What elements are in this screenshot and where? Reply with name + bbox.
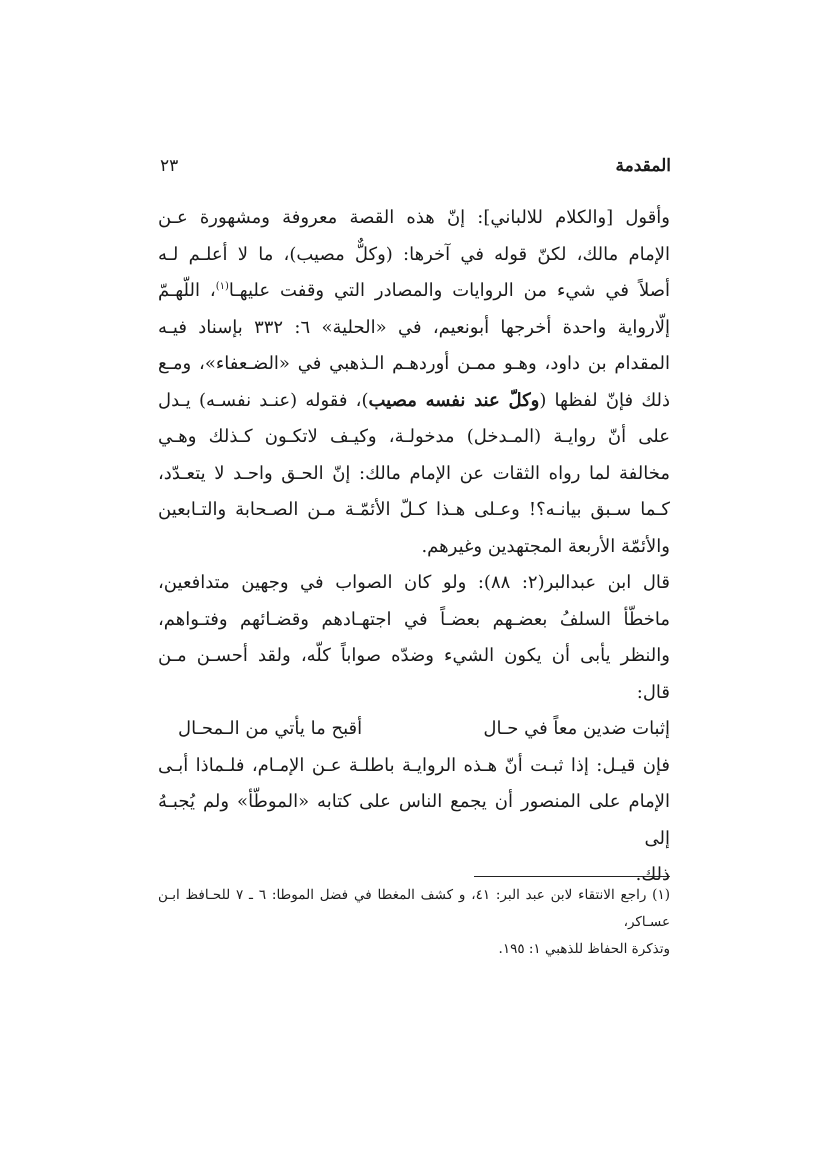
text-line: إلّارواية واحدة أخرجها أبونعيم، في «الحلية» ٦: ٣٣٢ بإسناد فيـه: [158, 316, 670, 338]
text-segment: ، اللّهـمّ: [158, 280, 216, 301]
text-segment: أصلاً في شيء من الروايات والمصادر التي وقفت عليهـا: [228, 280, 670, 301]
text-line: والنظر يأبى أن يكون الشيء وضدّه صواباً كلّه، ولقد أحسـن مـن: [158, 645, 670, 666]
text-line: ذلك.: [635, 864, 670, 885]
verse-first-hemistich: إثبات ضدين معاً في حـال: [483, 718, 670, 739]
text-line: فإن قيـل: إذا ثبـت أنّ هـذه الروايـة باطلـة عـن الإمـام، فلـماذا أبـى: [158, 754, 670, 776]
page-header: [160, 156, 671, 186]
text-line: المقدام بن داود، وهـو ممـن أوردهـم الـذهبي في «الضـعفاء»، ومـع: [158, 353, 670, 374]
footnote-separator: [474, 876, 670, 877]
text-segment: )، فقوله (عنـد نفسـه) يـدل: [158, 389, 369, 411]
text-line: قال ابن عبدالبر(٢: ٨٨): ولو كان الصواب في وجهين متدافعين،: [158, 572, 670, 593]
text-line: مخالفة لما رواه الثقات عن الإمام مالك: إنّ الحـق واحـد لا يتعـدّد،: [158, 462, 670, 484]
text-line: وأقول [والكلام للالباني]: إنّ هذه القصة معروفة ومشهورة عـن: [158, 207, 670, 228]
footnote-reference[interactable]: (١): [215, 281, 229, 292]
text-line: والأئمّة الأربعة المجتهدين وغيرهم.: [421, 535, 670, 557]
text-line: كـما سـبق بيانـه؟! وعـلى هـذا كـلّ الأئمّـة مـن الصـحابة والتـابعين: [158, 499, 670, 520]
paragraph-2: [158, 565, 670, 711]
paragraph-1: [158, 200, 670, 565]
text-line: [158, 383, 670, 420]
text-line: الإمام على المنصور أن يجمع الناس على كتابه «الموطّأ» ولم يُجبـهُ إلى: [158, 791, 670, 849]
text-line: قال:: [636, 681, 670, 703]
verse-second-hemistich: أقبح ما يأتي من الـمحـال: [178, 718, 363, 739]
main-text: [158, 200, 670, 894]
quoted-phrase: وكلّ عند نفسه مصيب: [368, 389, 540, 411]
footnote-line: (١) راجع الانتقاء لابن عبد البر: ٤١، و كشف المغطا في فضل الموطا: ٦ ـ ٧ للحـافظ ابـن عسـاكر،: [158, 887, 670, 930]
text-line: على أنّ روايـة (المـدخل) مدخولـة، وكيـف لاتكـون كـذلك وهـي: [158, 426, 670, 447]
paragraph-3: [158, 748, 670, 894]
footnote-line: وتذكرة الحفاظ للذهبي ١: ١٩٥.: [498, 941, 670, 957]
text-line: [158, 273, 670, 310]
poetry-verse: [158, 711, 670, 748]
text-line: ماخطّأ السلفُ بعضـهم بعضـاً في اجتهـادهم وقضـائهم وفتـواهم،: [158, 608, 670, 630]
text-line: الإمام مالك، لكنّ قوله في آخرها: (وكلٌّ مصيب)، ما لا أعلـم لـه: [158, 243, 670, 265]
footnote: [158, 882, 670, 963]
chapter-title: المقدمة: [615, 156, 671, 176]
text-segment: ذلك فإنّ لفظها (: [539, 389, 670, 411]
page-number: ٢٣: [160, 156, 179, 176]
